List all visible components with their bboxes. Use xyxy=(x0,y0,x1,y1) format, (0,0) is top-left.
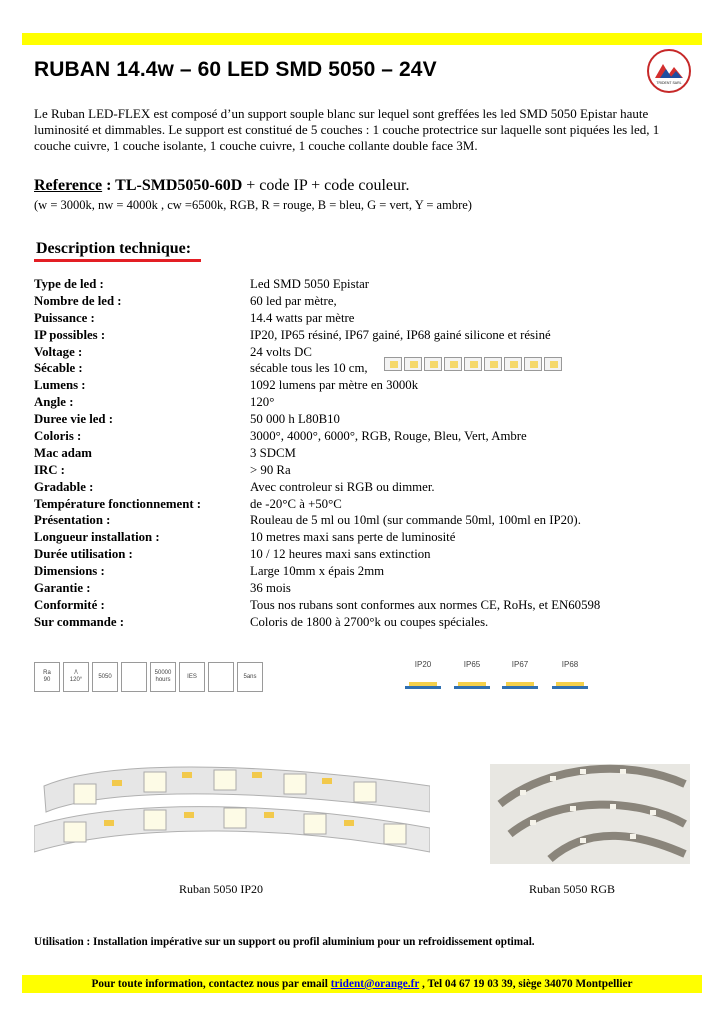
spec-label: Voltage : xyxy=(34,344,83,359)
icon-top-text: /\ xyxy=(74,670,78,676)
spec-row xyxy=(34,377,674,394)
ies-icon xyxy=(179,662,205,692)
spec-value: Rouleau de 5 ml ou 10ml (sur commande 50ml, 100ml en IP20). xyxy=(250,513,581,528)
caption-rgb: Ruban 5050 RGB xyxy=(529,882,616,896)
ip-label: IP20 xyxy=(414,660,432,669)
page-title: RUBAN 14.4w – 60 LED SMD 5050 – 24V xyxy=(34,58,437,81)
spec-value: 50 000 h L80B10 xyxy=(250,412,340,427)
trident-logo xyxy=(646,48,692,94)
icon-top-text: 50000 xyxy=(154,670,172,676)
icon-bottom-text: 90 xyxy=(43,677,51,683)
spec-value: > 90 Ra xyxy=(250,462,291,477)
spec-row xyxy=(34,529,674,546)
lifetime-icon xyxy=(150,662,176,692)
icon-bottom-text: 5050 xyxy=(98,673,112,680)
spec-label: Longueur installation : xyxy=(34,530,160,545)
spec-label: Gradable : xyxy=(34,479,94,494)
spec-table xyxy=(34,276,674,631)
spec-row xyxy=(34,360,674,377)
spec-row xyxy=(34,411,674,428)
chip-icon xyxy=(92,662,118,692)
top-yellow-bar xyxy=(22,33,702,45)
spec-label: IRC : xyxy=(34,462,65,477)
ip68-icon xyxy=(550,660,590,689)
spec-label: Sur commande : xyxy=(34,614,125,629)
spec-row xyxy=(34,512,674,529)
spec-value: 60 led par mètre, xyxy=(250,293,337,308)
spec-row xyxy=(34,394,674,411)
footer-prefix: Pour toute information, contactez nous par email xyxy=(91,978,331,990)
spec-label: Coloris : xyxy=(34,429,82,444)
spec-value: 36 mois xyxy=(250,581,291,596)
spec-value: IP20, IP65 résiné, IP67 gainé, IP68 gainé silicone et résiné xyxy=(250,327,551,342)
ip-label: IP65 xyxy=(463,660,481,669)
ip-label: IP68 xyxy=(561,660,579,669)
ip-strip-graphic xyxy=(552,673,588,689)
spec-label: Garantie : xyxy=(34,581,91,596)
spec-value: 24 volts DC xyxy=(250,344,312,359)
svg-text:TRIDENT SARL: TRIDENT SARL xyxy=(656,81,682,85)
icon-top-text: Ra xyxy=(43,670,51,676)
reference-code: TL-SMD5050-60D xyxy=(115,177,243,194)
spec-row xyxy=(34,462,674,479)
spec-label: Type de led : xyxy=(34,277,104,291)
spec-label: Puissance : xyxy=(34,310,95,325)
spec-label: Température fonctionnement : xyxy=(34,496,202,511)
feature-icons-row xyxy=(34,662,263,692)
spec-value: 1092 lumens par mètre en 3000k xyxy=(250,378,419,393)
spec-label: Présentation : xyxy=(34,513,111,528)
spec-value: Led SMD 5050 Epistar xyxy=(250,277,370,291)
strip-segment-image xyxy=(384,356,570,372)
spec-label: Nombre de led : xyxy=(34,293,122,308)
spec-value: 3 SDCM xyxy=(250,445,296,460)
spec-value: sécable tous les 10 cm, xyxy=(250,361,368,376)
led-strip-rgb-photo xyxy=(490,764,690,864)
icon-bottom-text: IES xyxy=(187,673,197,680)
caption-ip20: Ruban 5050 IP20 xyxy=(179,882,263,896)
icon-bottom-text: 5ans xyxy=(243,673,257,680)
spec-label: Durée utilisation : xyxy=(34,547,133,562)
spec-label: Dimensions : xyxy=(34,564,105,579)
spec-row xyxy=(34,496,674,513)
spec-label: IP possibles : xyxy=(34,327,106,342)
icon-bottom-text: hours xyxy=(155,677,171,683)
spec-row xyxy=(34,546,674,563)
ip-strip-graphic xyxy=(502,673,538,689)
footer-bar xyxy=(22,975,702,993)
spec-row xyxy=(34,479,674,496)
spec-row xyxy=(34,276,674,293)
spec-label: Mac adam xyxy=(34,445,92,460)
spec-value: Tous nos rubans sont conformes aux normes CE, RoHs, et EN60598 xyxy=(250,597,601,612)
ip-strip-graphic xyxy=(405,673,441,689)
spec-label: Sécable : xyxy=(34,361,83,376)
ra-icon xyxy=(34,662,60,692)
reference-suffix: + code IP + code couleur. xyxy=(242,177,410,194)
spec-value: 3000°, 4000°, 6000°, RGB, Rouge, Bleu, Vert, Ambre xyxy=(250,429,527,444)
spec-value: 10 metres maxi sans perte de luminosité xyxy=(250,530,456,545)
reference-separator: : xyxy=(102,177,116,194)
spec-value: 14.4 watts par mètre xyxy=(250,310,355,325)
led-strip-ip20-photo xyxy=(34,756,430,866)
spec-row xyxy=(34,293,674,310)
reference-line xyxy=(34,177,409,195)
reference-legend: (w = 3000k, nw = 4000k , cw =6500k, RGB, R = rouge, B = bleu, G = vert, Y = ambre) xyxy=(34,198,472,212)
cut-icon xyxy=(208,662,234,692)
usage-note: Utilisation : Installation impérative sur un support ou profil aluminium pour un refroidissement optimal. xyxy=(34,936,535,948)
ip-label: IP67 xyxy=(511,660,529,669)
footer-suffix: , Tel 04 67 19 03 39, siège 34070 Montpellier xyxy=(419,978,633,990)
spec-row xyxy=(34,614,674,631)
description-heading: Description technique: xyxy=(36,240,192,257)
spec-row xyxy=(34,445,674,462)
spec-value: Coloris de 1800 à 2700°k ou coupes spéciales. xyxy=(250,614,489,629)
ip65-icon xyxy=(452,660,492,689)
ip67-icon xyxy=(500,660,540,689)
spec-row xyxy=(34,310,674,327)
angle-icon xyxy=(63,662,89,692)
spec-row xyxy=(34,563,674,580)
reference-label: Reference xyxy=(34,177,103,194)
spec-row xyxy=(34,327,674,344)
intro-paragraph: Le Ruban LED-FLEX est composé d’un support souple blanc sur lequel sont greffées les led SMD 5050 Epistar haute luminosité et dimmables. Le support est constitué de 5 couches : 1 couche protectrice sur laquelle sont piquées les led, 1 couche cuivre, 1 couche isolante, 1 couche cuivre, 1 couche collante double face 3M. xyxy=(34,106,660,153)
spec-row xyxy=(34,428,674,445)
spec-label: Angle : xyxy=(34,395,74,410)
description-underline xyxy=(34,259,201,262)
spec-value: Avec controleur si RGB ou dimmer. xyxy=(250,479,435,494)
ip-strip-graphic xyxy=(454,673,490,689)
spec-value: de -20°C à +50°C xyxy=(250,496,342,511)
spec-label: Lumens : xyxy=(34,378,86,393)
spec-value: 120° xyxy=(250,395,275,410)
icon-bottom-text: 120° xyxy=(69,677,83,683)
temperature-icon xyxy=(121,662,147,692)
footer-email-link[interactable]: trident@orange.fr xyxy=(330,978,420,990)
ip20-icon xyxy=(403,660,443,689)
spec-row xyxy=(34,597,674,614)
spec-label: Duree vie led : xyxy=(34,412,114,427)
spec-row xyxy=(34,344,674,361)
warranty-icon xyxy=(237,662,263,692)
spec-value: Large 10mm x épais 2mm xyxy=(250,564,385,579)
spec-label: Conformité : xyxy=(34,597,105,612)
spec-value: 10 / 12 heures maxi sans extinction xyxy=(250,547,431,562)
spec-row xyxy=(34,580,674,597)
